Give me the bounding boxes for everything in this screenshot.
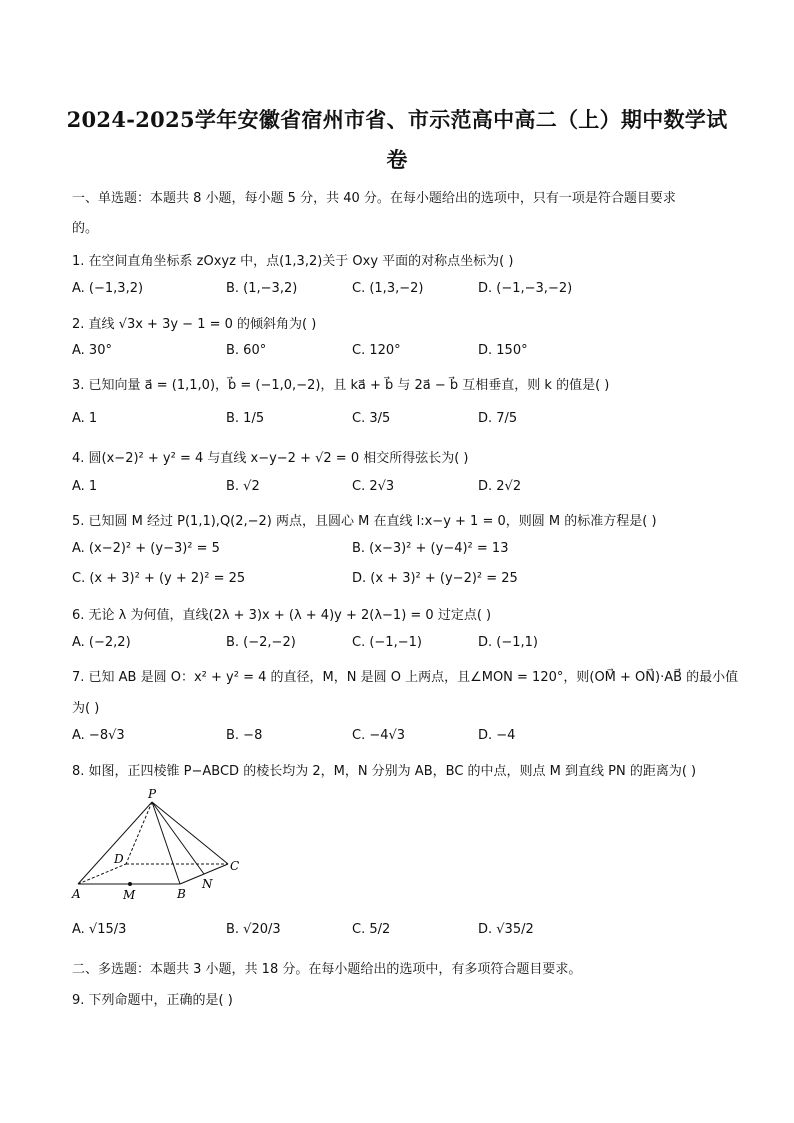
option-d: D. −4 <box>478 728 516 743</box>
question-stem: 5. 已知圆 M 经过 P(1,1),Q(2,−2) 两点，且圆心 M 在直线 l:x−y + 1 = 0，则圆 M 的标准方程是( ) <box>72 514 657 529</box>
edge-pb <box>152 802 180 884</box>
option-c: C. −4√3 <box>352 728 406 743</box>
option-c: C. 5/2 <box>352 922 391 937</box>
option-a: A. (x−2)² + (y−3)² = 5 <box>72 541 220 556</box>
question-stem: 8. 如图，正四棱锥 P−ABCD 的棱长均为 2，M，N 分别为 AB，BC 的中点，则点 M 到直线 PN 的距离为( ) <box>72 764 697 779</box>
section-2-heading: 二、多选题：本题共 3 小题，共 18 分。在每小题给出的选项中，有多项符合题目要求。 <box>72 962 582 977</box>
option-b: B. −8 <box>226 728 263 743</box>
option-c: C. (−1,−1) <box>352 635 422 650</box>
question-stem-continued: 为( ) <box>72 701 100 716</box>
page-title-continued: 卷 <box>386 147 408 172</box>
pyramid-figure <box>68 786 248 904</box>
page-title: 2024-2025学年安徽省宿州市省、市示范高中高二（上）期中数学试 <box>66 107 728 132</box>
option-a: A. (−2,2) <box>72 635 131 650</box>
option-b: B. (1,−3,2) <box>226 281 298 296</box>
option-d: D. √35/2 <box>478 922 534 937</box>
label-n: N <box>202 877 213 891</box>
question-stem: 2. 直线 √3x + 3y − 1 = 0 的倾斜角为( ) <box>72 317 317 332</box>
label-c: C <box>230 859 240 873</box>
option-d: D. 2√2 <box>478 479 522 494</box>
option-d: D. (−1,−3,−2) <box>478 281 573 296</box>
question-stem: 6. 无论 λ 为何值，直线(2λ + 3)x + (λ + 4)y + 2(λ−1) = 0 过定点( ) <box>72 608 492 623</box>
option-b: B. (−2,−2) <box>226 635 296 650</box>
label-d: D <box>114 852 124 866</box>
question-stem: 7. 已知 AB 是圆 O：x² + y² = 4 的直径，M，N 是圆 O 上两点，且∠MON = 120°，则(OM⃗ + ON⃗)·AB⃗ 的最小值 <box>72 670 739 685</box>
label-p: P <box>148 787 157 801</box>
option-c: C. 3/5 <box>352 411 391 426</box>
option-d: D. (x + 3)² + (y−2)² = 25 <box>352 571 518 586</box>
point-m <box>128 882 132 886</box>
edge-ad <box>78 864 126 884</box>
option-c: C. 2√3 <box>352 479 395 494</box>
label-b: B <box>177 887 186 901</box>
option-b: B. √2 <box>226 479 260 494</box>
option-a: A. (−1,3,2) <box>72 281 144 296</box>
label-m: M <box>123 888 136 902</box>
section-1-heading-continued: 的。 <box>72 221 99 236</box>
option-c: C. (1,3,−2) <box>352 281 424 296</box>
option-d: D. 7/5 <box>478 411 518 426</box>
question-stem: 1. 在空间直角坐标系 zOxyz 中，点(1,3,2)关于 Oxy 平面的对称点坐标为( ) <box>72 254 514 269</box>
option-a: A. 30° <box>72 343 112 358</box>
edge-pa <box>78 802 152 884</box>
option-c: C. (x + 3)² + (y + 2)² = 25 <box>72 571 246 586</box>
section-1-heading: 一、单选题：本题共 8 小题，每小题 5 分，共 40 分。在每小题给出的选项中，只有一项是符合题目要求 <box>72 191 676 206</box>
option-a: A. 1 <box>72 411 98 426</box>
option-a: A. 1 <box>72 479 98 494</box>
question-stem: 3. 已知向量 a⃗ = (1,1,0)，b⃗ = (−1,0,−2)，且 ka⃗ + b⃗ 与 2a⃗ − b⃗ 互相垂直，则 k 的值是( ) <box>72 378 610 393</box>
option-d: D. 150° <box>478 343 528 358</box>
option-a: A. −8√3 <box>72 728 125 743</box>
option-c: C. 120° <box>352 343 401 358</box>
question-stem: 4. 圆(x−2)² + y² = 4 与直线 x−y−2 + √2 = 0 相交所得弦长为( ) <box>72 451 469 466</box>
edge-pd <box>126 802 152 864</box>
option-a: A. √15/3 <box>72 922 127 937</box>
option-b: B. (x−3)² + (y−4)² = 13 <box>352 541 509 556</box>
option-d: D. (−1,1) <box>478 635 538 650</box>
label-a: A <box>72 887 81 901</box>
question-stem: 9. 下列命题中，正确的是( ) <box>72 993 233 1008</box>
option-b: B. 60° <box>226 343 267 358</box>
option-b: B. 1/5 <box>226 411 265 426</box>
option-b: B. √20/3 <box>226 922 281 937</box>
